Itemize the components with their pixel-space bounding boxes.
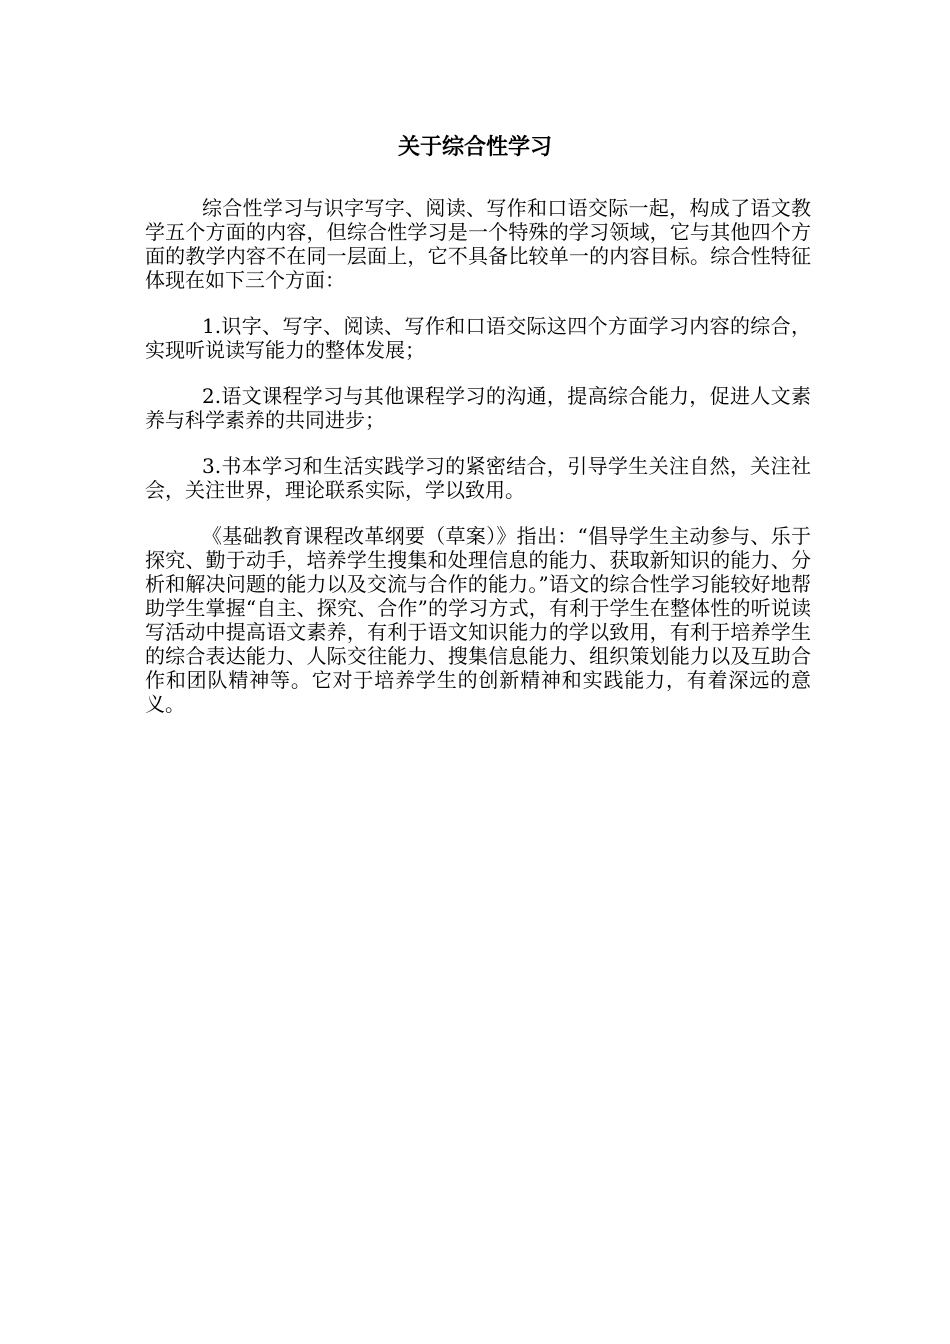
document-body: [145, 196, 811, 738]
paragraph-point-2: 2.语文课程学习与其他课程学习的沟通，提高综合能力，促进人文素养与科学素养的共同进步；: [145, 384, 811, 432]
document-title: 关于综合性学习: [397, 135, 552, 160]
paragraph-intro: 综合性学习与识字写字、阅读、写作和口语交际一起，构成了语文教学五个方面的内容，但综合性学习是一个特殊的学习领域，它与其他四个方面的教学内容不在同一层面上，它不具备比较单一的内容目标。综合性特征体现在如下三个方面：: [145, 196, 811, 292]
paragraph-conclusion: 《基础教育课程改革纲要（草案）》指出：“倡导学生主动参与、乐于探究、勤于动手，培养学生搜集和处理信息的能力、获取新知识的能力、分析和解决问题的能力以及交流与合作的能力。”语文的综合性学习能较好地帮助学生掌握“自主、探究、合作”的学习方式，有利于学生在整体性的听说读写活动中提高语文素养，有利于语文知识能力的学以致用，有利于培养学生的综合表达能力、人际交往能力、搜集信息能力、组织策划能力以及互助合作和团队精神等。它对于培养学生的创新精神和实践能力，有着深远的意义。: [145, 524, 811, 716]
paragraph-point-3: 3.书本学习和生活实践学习的紧密结合，引导学生关注自然，关注社会，关注世界，理论联系实际，学以致用。: [145, 454, 811, 502]
paragraph-point-1: 1.识字、写字、阅读、写作和口语交际这四个方面学习内容的综合，实现听说读写能力的整体发展；: [145, 314, 811, 362]
